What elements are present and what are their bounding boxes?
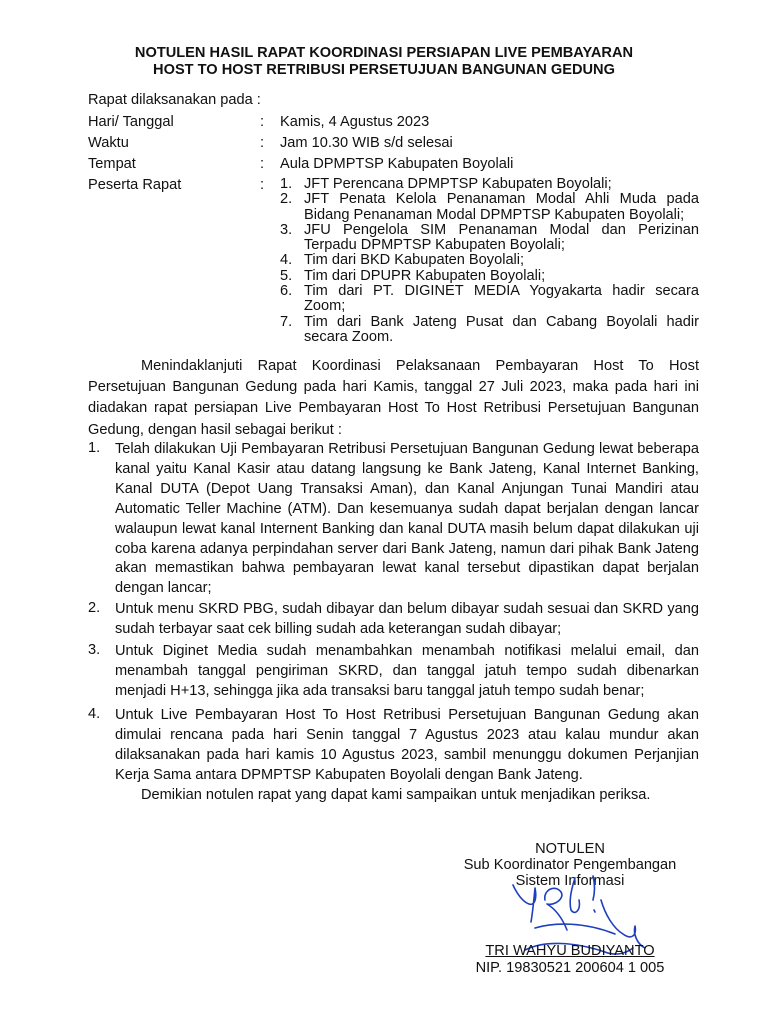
- document-title: [0, 45, 768, 78]
- info-label-place: Tempat: [88, 156, 136, 172]
- result-item: [88, 600, 699, 640]
- info-colon: :: [260, 135, 265, 151]
- participant-number: 1.: [280, 176, 293, 192]
- info-value-time: Jam 10.30 WIB s/d selesai: [280, 135, 453, 151]
- participant-number: 3.: [280, 221, 293, 238]
- participant-text: JFT Penata Kelola Penanaman Modal Ahli Muda pada Bidang Penanaman Modal DPMPTSP Kabupaten Boyolali;: [304, 191, 699, 223]
- participant-text: Tim dari Bank Jateng Pusat dan Cabang Boyolali hadir secara Zoom.: [304, 313, 699, 345]
- info-label-participants: Peserta Rapat: [88, 177, 182, 193]
- participant-text: Tim dari BKD Kabupaten Boyolali;: [304, 252, 525, 269]
- participant-text: Tim dari DPUPR Kabupaten Boyolali;: [304, 267, 546, 284]
- info-value-date: Kamis, 4 Agustus 2023: [280, 114, 430, 130]
- signature-position-line-1: Sub Koordinator Pengembangan: [463, 857, 677, 873]
- participant-number: 4.: [280, 252, 293, 269]
- result-item: [88, 706, 699, 786]
- info-label-time: Waktu: [88, 135, 129, 151]
- info-label-date: Hari/ Tanggal: [88, 114, 174, 130]
- participant-item: [280, 315, 699, 346]
- title-line-1: NOTULEN HASIL RAPAT KOORDINASI PERSIAPAN LIVE PEMBAYARAN: [134, 45, 634, 61]
- participant-number: 5.: [280, 267, 293, 284]
- info-colon: :: [260, 177, 265, 193]
- participant-item: [280, 253, 699, 268]
- signatory-nip: NIP. 19830521 200604 1 005: [475, 960, 665, 976]
- result-text: Telah dilakukan Uji Pembayaran Retribusi Persetujuan Bangunan Gedung lewat beberapa kanal yaitu Kanal Kasir atau datang langsung ke Bank Jateng, Kanal Internet Banking, Kanal DUTA (Depot Uang Transaksi Aman), dan Kanal Anjungan Tunai Mandiri atau Automatic Teller Machine (ATM). Dan kesemuanya sudah dapat berjalan dengan lancar walaupun lewat kanal Internent Banking dan kanal DUTA masih belum dapat dilakukan uji coba karena adanya perpindahan server dari Bank Jateng, namun dari pihak Bank Jateng akan memastikan bahwa pembayaran lewat kanal tersebut dipastikan dapat berjalan dengan lancar;: [115, 441, 699, 597]
- participant-item: [280, 223, 699, 254]
- participant-text: JFT Perencana DPMPTSP Kabupaten Boyolali;: [304, 176, 612, 192]
- closing-statement: Demikian notulen rapat yang dapat kami sampaikan untuk menjadikan periksa.: [141, 787, 651, 803]
- result-text: Untuk menu SKRD PBG, sudah dibayar dan belum dibayar sudah sesuai dan SKRD yang sudah terbayar saat cek billing sudah ada keterangan sudah dibayar;: [115, 601, 699, 637]
- result-number: 2.: [88, 600, 101, 616]
- signature-position-line-2: Sistem Informasi: [515, 873, 625, 889]
- result-number: 3.: [88, 642, 101, 658]
- result-item: [88, 642, 699, 702]
- participant-item: [280, 269, 699, 284]
- signature-heading: NOTULEN: [535, 841, 605, 857]
- result-item: [88, 440, 699, 599]
- opening-paragraph: [88, 356, 699, 441]
- opening-paragraph-text: Menindaklanjuti Rapat Koordinasi Pelaksanaan Pembayaran Host To Host Persetujuan Bangunan Gedung pada hari Kamis, tanggal 27 Juli 2023, maka pada hari ini diadakan rapat persiapan Live Pembayaran Host To Host Retribusi Persetujuan Bangunan Gedung, dengan hasil sebagai berikut :: [88, 358, 699, 438]
- participant-item: [280, 284, 699, 315]
- participant-item: [280, 177, 699, 192]
- info-value-place: Aula DPMPTSP Kabupaten Boyolali: [280, 156, 514, 172]
- participant-number: 6.: [280, 283, 293, 300]
- signatory-name-text: TRI WAHYU BUDIYANTO: [485, 943, 655, 959]
- result-text: Untuk Diginet Media sudah menambahkan menambah notifikasi melalui email, dan menambah tanggal pengiriman SKRD, dan tanggal jatuh tempo sudah dibenarkan menjadi H+13, sehingga jika ada transaksi baru tanggal jatuh tempo sudah benar;: [115, 643, 699, 699]
- participant-text: JFU Pengelola SIM Penanaman Modal dan Perizinan Terpadu DPMPTSP Kabupaten Boyolali;: [304, 221, 699, 254]
- result-number: 4.: [88, 706, 101, 722]
- participant-number: 2.: [280, 191, 293, 208]
- participants-list: [280, 177, 699, 345]
- info-colon: :: [260, 114, 265, 130]
- participant-number: 7.: [280, 313, 293, 330]
- result-text: Untuk Live Pembayaran Host To Host Retribusi Persetujuan Bangunan Gedung akan dimulai rencana pada hari Senin tanggal 7 Agustus 2023 atau kalau mundur akan dilaksanakan pada hari kamis 10 Agustus 2023, sambil menunggu dokumen Perjanjian Kerja Sama antara DPMPTSP Kabupaten Boyolali dengan Bank Jateng.: [115, 707, 699, 783]
- meeting-intro: Rapat dilaksanakan pada :: [88, 92, 261, 108]
- info-colon: :: [260, 156, 265, 172]
- participant-text: Tim dari PT. DIGINET MEDIA Yogyakarta hadir secara Zoom;: [304, 283, 699, 315]
- title-line-2: HOST TO HOST RETRIBUSI PERSETUJUAN BANGUNAN GEDUNG: [153, 61, 615, 78]
- result-number: 1.: [88, 440, 101, 456]
- participant-item: [280, 192, 699, 223]
- signatory-name: [440, 943, 700, 960]
